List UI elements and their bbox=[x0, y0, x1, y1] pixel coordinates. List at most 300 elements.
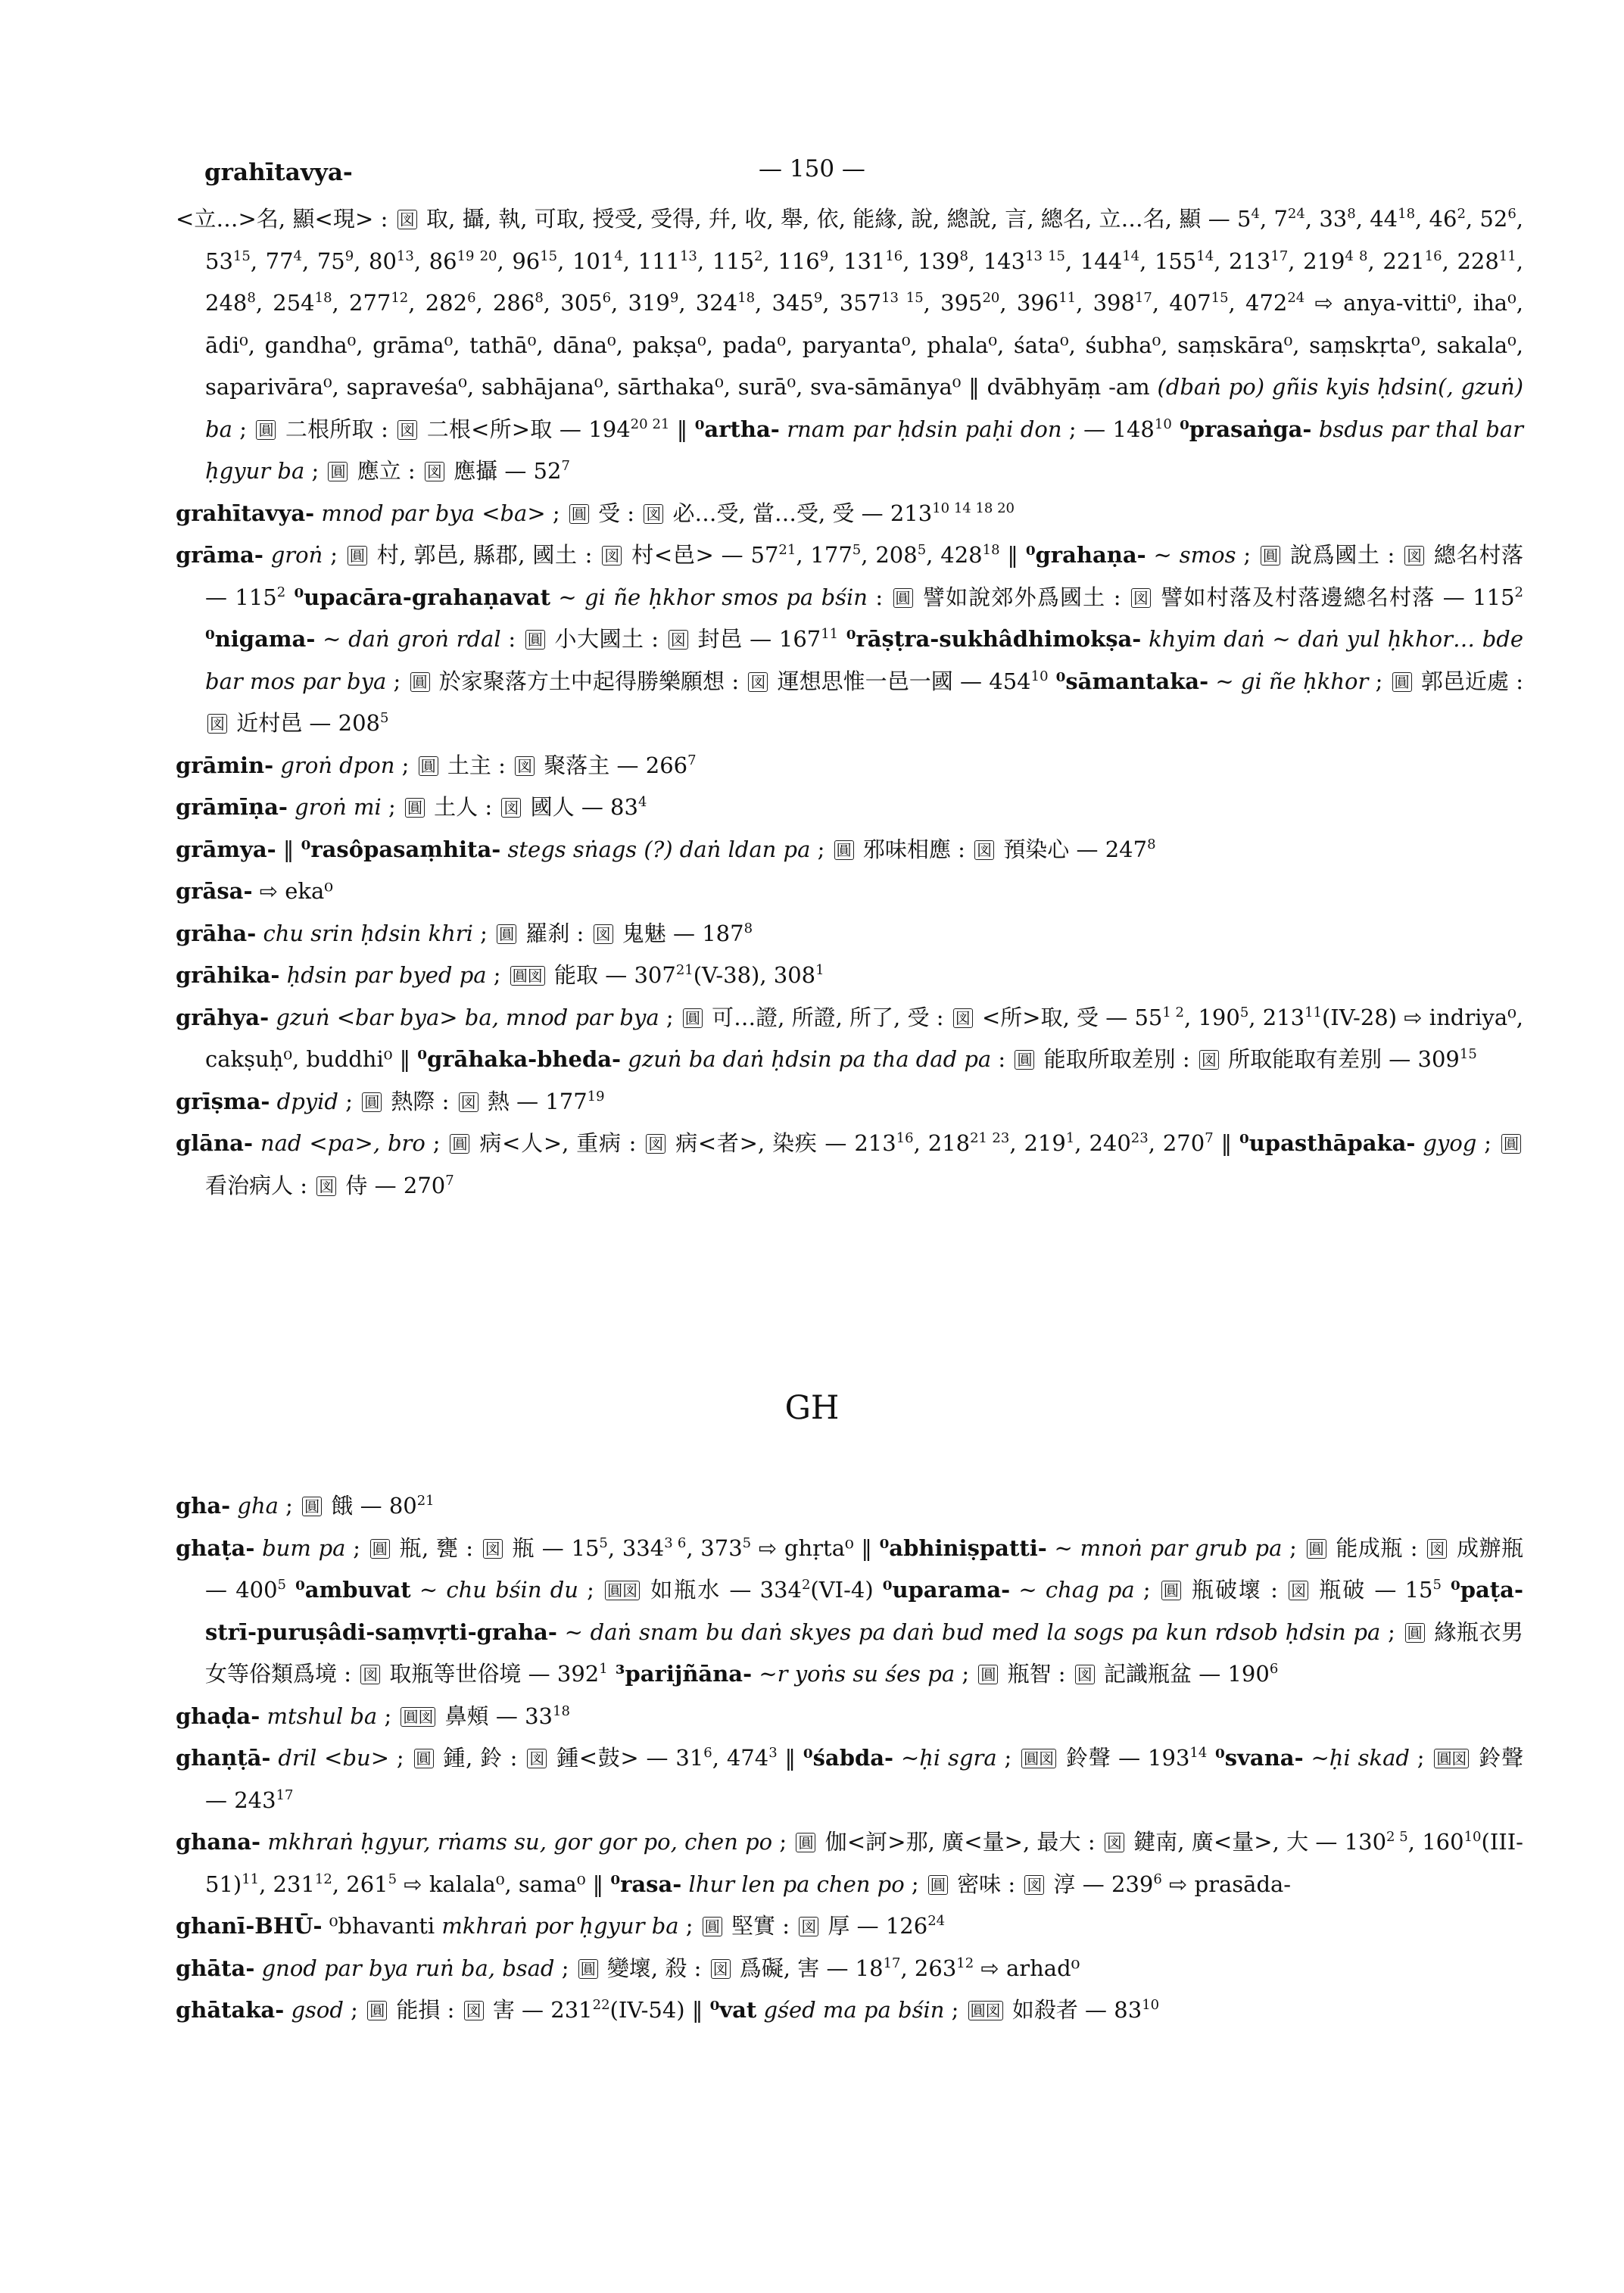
entry-text: : bbox=[500, 626, 523, 652]
source-label: 図 bbox=[464, 2001, 484, 2020]
entry-text: , 86 bbox=[413, 248, 457, 274]
line-reference: 21 23 bbox=[970, 1130, 1010, 1146]
tibetan-equivalent: (dbaṅ po) gñis kyis ḥdsin(, gzuṅ) ba bbox=[205, 374, 1524, 442]
source-label: 圓 bbox=[419, 756, 438, 776]
entry-text: , 334 bbox=[607, 1534, 665, 1561]
source-label: 圓図 bbox=[605, 1581, 640, 1600]
line-reference: 1 bbox=[1065, 1130, 1075, 1146]
line-reference: 2 5 bbox=[1386, 1829, 1408, 1845]
entry-text: 鍾<鼓> — 31 bbox=[549, 1745, 704, 1771]
line-reference: 8 bbox=[535, 290, 544, 306]
headword: ghaḍa- bbox=[176, 1703, 260, 1729]
entry-text: ; bbox=[472, 920, 495, 946]
entry-ghata bbox=[176, 1528, 1523, 1696]
section-heading-gh: GH bbox=[784, 1389, 840, 1427]
headword: ghaṭa- bbox=[176, 1534, 255, 1561]
line-reference: 16 bbox=[1424, 248, 1442, 264]
entry-text: ‖ bbox=[1213, 1130, 1240, 1156]
line-reference: 9 bbox=[813, 290, 823, 306]
entry-text: 能成瓶 : bbox=[1328, 1534, 1426, 1561]
entry-text: 郭邑近處 : bbox=[1414, 668, 1523, 694]
source-label: 圓 bbox=[1261, 546, 1280, 565]
line-reference: 7 bbox=[561, 458, 570, 474]
entry-text: 所取能取有差別 — 309 bbox=[1220, 1046, 1460, 1072]
sub-headword: ⁰grahaṇa- bbox=[1025, 542, 1146, 568]
source-label: 図 bbox=[644, 504, 663, 524]
source-label: 圓図 bbox=[510, 966, 545, 986]
entry-text: , 111 bbox=[622, 248, 680, 274]
sub-headword: ⁰artha- bbox=[694, 416, 780, 442]
entry-text: , 33 bbox=[1304, 206, 1348, 232]
tibetan-equivalent: gyog bbox=[1415, 1130, 1477, 1156]
line-reference: 20 bbox=[982, 290, 1000, 306]
entry-text: (IV-28) bbox=[1321, 1004, 1404, 1030]
line-reference: 6 bbox=[703, 1745, 712, 1761]
tibetan-equivalent: mtshul ba bbox=[260, 1703, 378, 1729]
entry-text: , 213 bbox=[1214, 248, 1271, 274]
source-label: 圓 bbox=[450, 1134, 469, 1154]
entry-text: , 208 bbox=[861, 542, 918, 568]
line-reference: 18 bbox=[1398, 206, 1416, 222]
tibetan-equivalent: lhur len pa chen po bbox=[681, 1871, 905, 1897]
line-reference: 21 bbox=[675, 962, 694, 978]
entry-text: arhad⁰ bbox=[999, 1955, 1080, 1981]
line-reference: 8 bbox=[743, 920, 753, 936]
entry-text: ; bbox=[545, 500, 567, 526]
source-label: 圓 bbox=[1161, 1581, 1181, 1600]
entry-text: , 144 bbox=[1065, 248, 1123, 274]
headword: grāhya- bbox=[176, 1004, 270, 1030]
source-label: 圓 bbox=[928, 1875, 948, 1895]
tibetan-equivalent: gnod par bya ruṅ ba, bsad bbox=[254, 1955, 555, 1981]
tibetan-equivalent: ∼ḥi skad bbox=[1303, 1745, 1410, 1771]
source-label: 圓 bbox=[703, 1917, 722, 1936]
tibetan-equivalent: ∼ chag pa bbox=[1010, 1577, 1135, 1603]
entry-text: , 131 bbox=[828, 248, 886, 274]
source-label: 図 bbox=[1075, 1665, 1095, 1684]
line-reference: 18 bbox=[314, 290, 332, 306]
entry-ghana bbox=[176, 1821, 1523, 1905]
line-reference: 17 bbox=[883, 1955, 901, 1971]
sub-headword: ⁰ambuvat bbox=[286, 1577, 411, 1603]
entry-text: 鬼魅 — 187 bbox=[615, 920, 744, 946]
source-label: 図 bbox=[799, 1917, 818, 1936]
entry-text: , 345 bbox=[755, 290, 814, 316]
entry-text: , 139 bbox=[902, 248, 960, 274]
source-label: 図 bbox=[646, 1134, 665, 1154]
entry-text: ghṛta⁰ ‖ bbox=[777, 1534, 880, 1561]
line-reference: 9 bbox=[344, 248, 354, 264]
entry-text: ; bbox=[996, 1745, 1020, 1771]
tibetan-equivalent: ∼ chu bśin du bbox=[410, 1577, 578, 1603]
entry-text: 鈴聲 — 243 bbox=[205, 1745, 1523, 1813]
sub-headword: ⁰nigama- bbox=[205, 626, 316, 652]
entry-text: 變壞, 殺 : bbox=[600, 1955, 709, 1981]
entry-text: ; bbox=[232, 416, 254, 442]
entry-text: 伽<訶>那, 廣<量>, 最大 : bbox=[818, 1829, 1102, 1855]
line-reference: 13 bbox=[679, 248, 697, 264]
entry-text: 應立 : bbox=[350, 458, 422, 484]
line-reference: 10 bbox=[1142, 1997, 1160, 2013]
line-reference: 2 bbox=[276, 584, 286, 600]
line-reference: 19 bbox=[587, 1088, 605, 1104]
entry-text: 瓶, 甕 : bbox=[391, 1534, 481, 1561]
entry-gramya bbox=[176, 829, 1523, 871]
line-reference: 17 bbox=[276, 1787, 294, 1803]
section-gh bbox=[176, 1485, 1523, 2032]
entry-text bbox=[1162, 1871, 1169, 1897]
entry-text: , 428 bbox=[926, 542, 983, 568]
entry-text: 取, 攝, 執, 可取, 授受, 受得, 幷, 收, 舉, 依, 能緣, 說, 總說, 言, 總名, 立…名, 顯 — 5 bbox=[419, 206, 1252, 232]
page-number: — 150 — bbox=[759, 155, 865, 182]
source-label: 図 bbox=[711, 1959, 731, 1979]
section-gr bbox=[176, 198, 1523, 1207]
line-reference: 4 bbox=[293, 248, 302, 264]
entry-text: 聚落主 — 266 bbox=[537, 752, 688, 778]
entry-text: , 101 bbox=[557, 248, 615, 274]
headword: grāha- bbox=[176, 920, 257, 946]
cross-reference-arrow-icon: ⇨ bbox=[1404, 1004, 1423, 1030]
line-reference: 6 bbox=[1507, 206, 1516, 222]
headword: ghāta- bbox=[176, 1955, 255, 1981]
entry-text: ‖ bbox=[276, 836, 301, 862]
tibetan-equivalent: ∼r yoṅs su śes pa bbox=[752, 1661, 955, 1687]
entry-text: 鍾, 鈴 : bbox=[435, 1745, 525, 1771]
entry-text: ; bbox=[425, 1130, 448, 1156]
line-reference: 21 bbox=[778, 542, 796, 558]
entry-text: , 96 bbox=[497, 248, 541, 274]
line-reference: 7 bbox=[687, 752, 697, 768]
line-reference: 16 bbox=[885, 248, 903, 264]
entry-text: 熱 — 177 bbox=[480, 1088, 588, 1114]
entry-text bbox=[397, 1871, 404, 1897]
entry-text: , 219 bbox=[1009, 1130, 1066, 1156]
entry-grahya bbox=[176, 997, 1523, 1081]
entry-ghataka bbox=[176, 1989, 1523, 2032]
source-label: 図 bbox=[1199, 1050, 1219, 1070]
entry-text: ; bbox=[1380, 1618, 1403, 1645]
source-label: 圓図 bbox=[1021, 1749, 1056, 1768]
line-reference: 18 bbox=[553, 1703, 570, 1719]
line-reference: 5 bbox=[380, 710, 389, 726]
source-label: 図 bbox=[527, 1749, 547, 1768]
line-reference: 5 bbox=[1432, 1577, 1442, 1593]
entry-text: ; bbox=[345, 1534, 368, 1561]
entry-text: , 396 bbox=[999, 290, 1059, 316]
entry-text: 二根所取 : bbox=[278, 416, 396, 442]
entry-text: ; bbox=[323, 542, 345, 568]
headword: grāhika- bbox=[176, 962, 280, 988]
entry-text: indriya⁰, cakṣuḥ⁰, buddhi⁰ ‖ bbox=[205, 1004, 1523, 1072]
entry-text: , 116 bbox=[762, 248, 820, 274]
entry-text: 成辦瓶 — 400 bbox=[205, 1534, 1524, 1603]
source-label: 圓 bbox=[525, 630, 545, 650]
source-label: 圓 bbox=[1392, 672, 1412, 692]
sub-headword: ⁰prasaṅga- bbox=[1171, 416, 1312, 442]
line-reference: 2 bbox=[754, 248, 763, 264]
entry-text: 可…證, 所證, 所了, 受 : bbox=[704, 1004, 951, 1030]
tibetan-equivalent: bum pa bbox=[254, 1534, 346, 1561]
entry-text: , 261 bbox=[332, 1871, 388, 1897]
tibetan-equivalent: gzuṅ <bar bya> ba, mnod par bya bbox=[269, 1004, 659, 1030]
entry-text: ; bbox=[1476, 1130, 1499, 1156]
line-reference: 5 bbox=[917, 542, 927, 558]
entry-text: 運想思惟一邑一國 — 454 bbox=[770, 668, 1031, 694]
source-label: 図 bbox=[1404, 546, 1424, 565]
tibetan-equivalent: bsdus par thal bar ḥgyur ba bbox=[205, 416, 1524, 484]
line-reference: 17 bbox=[1134, 290, 1152, 306]
tibetan-equivalent: stegs sṅags (?) daṅ ldan pa bbox=[500, 836, 811, 862]
cross-reference-arrow-icon: ⇨ bbox=[404, 1871, 422, 1897]
entry-text: , 77 bbox=[250, 248, 294, 274]
tibetan-equivalent: rnam par ḥdsin paḥi don bbox=[779, 416, 1062, 442]
entry-gha bbox=[176, 1485, 1523, 1528]
entry-text: 土主 : bbox=[440, 752, 513, 778]
headword: grīṣma- bbox=[176, 1088, 270, 1114]
line-reference: 21 bbox=[416, 1493, 435, 1509]
entry-text: 記識瓶盆 — 190 bbox=[1096, 1661, 1270, 1687]
line-reference: 2 bbox=[801, 1577, 811, 1593]
line-reference: 5 bbox=[388, 1871, 397, 1887]
source-label: 図 bbox=[316, 1176, 336, 1196]
source-label: 図 bbox=[669, 630, 688, 650]
entry-text: ; bbox=[772, 1829, 794, 1855]
entry-gramin bbox=[176, 745, 1523, 787]
line-reference: 10 bbox=[1030, 668, 1049, 684]
entry-text: 於家聚落方土中起得勝樂願想 : bbox=[432, 668, 747, 694]
source-label: 図 bbox=[397, 420, 417, 440]
line-reference: 13 15 bbox=[1025, 248, 1066, 264]
source-label: 圓図 bbox=[401, 1707, 435, 1727]
entry-text: ‖ bbox=[777, 1745, 803, 1771]
entry-text: , 115 bbox=[697, 248, 755, 274]
line-reference: 20 21 bbox=[630, 416, 670, 432]
source-label: 図 bbox=[515, 756, 535, 776]
line-reference: 12 bbox=[391, 290, 409, 306]
line-reference: 3 6 bbox=[664, 1534, 687, 1551]
entry-text: prasāda- bbox=[1187, 1871, 1292, 1897]
entry-text: 邪味相應 : bbox=[856, 836, 973, 862]
entry-graha bbox=[176, 913, 1523, 955]
entry-text: 必…受, 當…受, 受 — 213 bbox=[665, 500, 933, 526]
entry-text: , 357 bbox=[822, 290, 882, 316]
entry-text: ; bbox=[554, 1955, 576, 1981]
line-reference: 9 bbox=[669, 290, 679, 306]
source-label: 図 bbox=[207, 714, 227, 734]
entry-text: 病<者>, 染疾 — 213 bbox=[668, 1130, 896, 1156]
entry-ghani-bhu bbox=[176, 1905, 1523, 1948]
source-label: 図 bbox=[748, 672, 768, 692]
entry-glana bbox=[176, 1123, 1523, 1207]
line-reference: 11 bbox=[1304, 1004, 1322, 1020]
tibetan-equivalent: gzuṅ ba daṅ ḥdsin pa tha dad pa bbox=[621, 1046, 992, 1072]
line-reference: 9 bbox=[819, 248, 829, 264]
line-reference: 6 bbox=[1153, 1871, 1162, 1887]
line-reference: 24 bbox=[927, 1913, 946, 1929]
cross-reference-arrow-icon: ⇨ bbox=[758, 1534, 778, 1561]
line-reference: 4 bbox=[614, 248, 623, 264]
headword: glāna- bbox=[176, 1130, 253, 1156]
entry-text: 受 : bbox=[591, 500, 642, 526]
tibetan-equivalent: ∼ gi ñe ḥkhor bbox=[1208, 668, 1369, 694]
sub-headword: ⁰uparama- bbox=[873, 1577, 1011, 1603]
headword: grāsa- bbox=[176, 878, 253, 904]
line-reference: 6 bbox=[467, 290, 476, 306]
source-label: 圓 bbox=[834, 840, 854, 860]
entry-text: ; bbox=[381, 794, 403, 820]
source-label: 圓 bbox=[414, 1749, 434, 1768]
entry-text: 如瓶水 — 334 bbox=[642, 1577, 802, 1603]
entry-text: , 319 bbox=[611, 290, 670, 316]
line-reference: 4 8 bbox=[1345, 248, 1368, 264]
entry-text: , 75 bbox=[302, 248, 345, 274]
entry-text: (V-38), 308 bbox=[693, 962, 816, 988]
line-reference: 5 bbox=[599, 1534, 608, 1551]
headword: grāmīṇa- bbox=[176, 794, 288, 820]
entry-text: , 407 bbox=[1152, 290, 1211, 316]
source-label: 図 bbox=[594, 924, 613, 944]
entry-text: , 52 bbox=[1465, 206, 1508, 232]
line-reference: 16 bbox=[896, 1130, 914, 1146]
entry-text: , 286 bbox=[475, 290, 535, 316]
line-reference: 2 bbox=[1457, 206, 1466, 222]
tibetan-equivalent: gha bbox=[230, 1493, 279, 1519]
entry-text: 土人 : bbox=[426, 794, 500, 820]
entry-text: ⁰bhavanti bbox=[322, 1913, 435, 1939]
line-reference: 15 bbox=[540, 248, 558, 264]
entry-text: , 219 bbox=[1288, 248, 1345, 274]
entry-text: , 155 bbox=[1139, 248, 1197, 274]
source-label: 圓 bbox=[256, 420, 276, 440]
entry-text: (VI-4) bbox=[810, 1577, 874, 1603]
source-label: 図 bbox=[602, 546, 622, 565]
entry-text: , 46 bbox=[1415, 206, 1457, 232]
line-reference: 10 bbox=[1154, 416, 1172, 432]
entry-text: 害 — 231 bbox=[485, 1997, 593, 2023]
entry-text: , 373 bbox=[686, 1534, 743, 1561]
entry-text: 堅實 : bbox=[724, 1913, 797, 1939]
source-label: 図 bbox=[1427, 1539, 1447, 1559]
entry-text: 取瓶等世俗境 — 392 bbox=[382, 1661, 600, 1687]
line-reference: 6 bbox=[1269, 1661, 1279, 1677]
entry-text: ; bbox=[678, 1913, 700, 1939]
entry-text: 譬如說郊外爲國土 : bbox=[915, 584, 1129, 610]
entry-text: ; bbox=[1236, 542, 1259, 568]
entry-text: kalala⁰, sama⁰ ‖ bbox=[422, 1871, 611, 1897]
line-reference: 14 bbox=[1196, 248, 1214, 264]
entry-text: <立…>名, 顯<現> : bbox=[176, 206, 395, 232]
entry-text: , 218 bbox=[913, 1130, 971, 1156]
entry-text: , 177 bbox=[796, 542, 853, 568]
line-reference: 8 bbox=[1347, 206, 1356, 222]
line-reference: 22 bbox=[592, 1997, 610, 2013]
source-label: 圓 bbox=[328, 462, 348, 481]
source-label: 圓 bbox=[1015, 1050, 1034, 1070]
source-label: 圓 bbox=[683, 1008, 703, 1028]
tibetan-equivalent: dril <bu> bbox=[270, 1745, 390, 1771]
line-reference: 15 bbox=[1459, 1046, 1477, 1062]
line-reference: 18 bbox=[737, 290, 756, 306]
tibetan-equivalent: mnod par bya <ba> bbox=[314, 500, 546, 526]
entry-text: 瓶破壞 : bbox=[1183, 1577, 1287, 1603]
line-reference: 10 14 18 20 bbox=[932, 500, 1015, 516]
line-reference: 5 bbox=[852, 542, 862, 558]
source-label: 図 bbox=[360, 1665, 380, 1684]
line-reference: 17 bbox=[1270, 248, 1289, 264]
entry-text: 看治病人 : bbox=[205, 1172, 315, 1198]
line-reference: 15 bbox=[1211, 290, 1229, 306]
source-label: 圓 bbox=[362, 1092, 382, 1112]
entry-text: eka⁰ bbox=[278, 878, 333, 904]
entry-text: , 228 bbox=[1442, 248, 1499, 274]
tibetan-equivalent: chu srin ḥdsin khri bbox=[256, 920, 473, 946]
source-label: 図 bbox=[501, 798, 521, 818]
entry-grahika bbox=[176, 955, 1523, 997]
entry-grama bbox=[176, 534, 1523, 745]
sub-headword: ⁰rāṣṭra-sukhâdhimokṣa- bbox=[838, 626, 1142, 652]
line-reference: 1 bbox=[815, 962, 824, 978]
entry-text: , 254 bbox=[255, 290, 315, 316]
entry-text: ; bbox=[389, 1745, 412, 1771]
line-reference: 4 bbox=[637, 794, 647, 810]
entry-text: ; bbox=[394, 752, 416, 778]
sub-headword: ⁰paṭa-strī-puruṣâdi-saṃvṛti-graha- bbox=[205, 1577, 1524, 1645]
entry-text: 譬如村落及村落邊總名村落 — 115 bbox=[1152, 584, 1515, 610]
line-reference: 23 bbox=[1130, 1130, 1149, 1146]
entry-text: 預染心 — 247 bbox=[996, 836, 1148, 862]
entry-text: , 80 bbox=[354, 248, 397, 274]
headword: gha- bbox=[176, 1493, 231, 1519]
cross-reference-arrow-icon: ⇨ bbox=[259, 878, 279, 904]
entry-text: 厚 — 126 bbox=[821, 1913, 928, 1939]
entry-text: 近村邑 — 208 bbox=[229, 710, 381, 736]
entry-text: 總名村落 — 115 bbox=[205, 542, 1523, 610]
source-label: 図 bbox=[1024, 1875, 1044, 1895]
source-label: 圓 bbox=[1501, 1134, 1521, 1154]
source-label: 圓 bbox=[893, 588, 913, 608]
entry-text: 餓 — 80 bbox=[324, 1493, 417, 1519]
tibetan-equivalent: groṅ mi bbox=[287, 794, 382, 820]
entry-text: , 277 bbox=[332, 290, 391, 316]
entry-grahitavya-continued bbox=[176, 198, 1523, 493]
entry-text: 鈴聲 — 193 bbox=[1058, 1745, 1190, 1771]
entry-text: , 398 bbox=[1076, 290, 1135, 316]
entry-text: , 240 bbox=[1074, 1130, 1131, 1156]
line-reference: 14 bbox=[1122, 248, 1140, 264]
entry-text: ; bbox=[904, 1871, 926, 1897]
cross-reference-arrow-icon: ⇨ bbox=[1314, 290, 1333, 316]
entry-ghada bbox=[176, 1696, 1523, 1738]
entry-text: 鍵南, 廣<量>, 大 — 130 bbox=[1126, 1829, 1387, 1855]
entry-text: ; bbox=[1134, 1577, 1159, 1603]
entry-text: <所>取, 受 — 55 bbox=[974, 1004, 1163, 1030]
source-label: 図 bbox=[974, 840, 994, 860]
headword: ghātaka- bbox=[176, 1997, 285, 2023]
line-reference: 12 bbox=[314, 1871, 332, 1887]
entry-ghata-long bbox=[176, 1948, 1523, 1990]
line-reference: 8 bbox=[247, 290, 256, 306]
entry-text: 爲礙, 害 — 18 bbox=[732, 1955, 884, 1981]
line-reference: 7 bbox=[445, 1172, 454, 1189]
line-reference: 5 bbox=[1239, 1004, 1249, 1020]
entry-text: ; — 148 bbox=[1061, 416, 1155, 442]
line-reference: 11 bbox=[1058, 290, 1077, 306]
tibetan-equivalent: mkhraṅ por ḥgyur ba bbox=[435, 1913, 679, 1939]
line-reference: 24 bbox=[1287, 290, 1305, 306]
entry-text: , 190 bbox=[1184, 1004, 1240, 1030]
entry-text: anya-vitti⁰, iha⁰, ādi⁰, gandha⁰, grāma⁰, tathā⁰, dāna⁰, pakṣa⁰, pada⁰, paryanta⁰, phala⁰, śata⁰, śubha⁰, saṃskāra⁰, saṃskṛta⁰, sakala⁰, saparivāra⁰, sapraveśa⁰, sabhājana⁰, sārthaka⁰, surā⁰, sva-sāmānya⁰ ‖ dvābhyāṃ -am bbox=[205, 290, 1523, 400]
line-reference: 10 bbox=[1463, 1829, 1482, 1845]
